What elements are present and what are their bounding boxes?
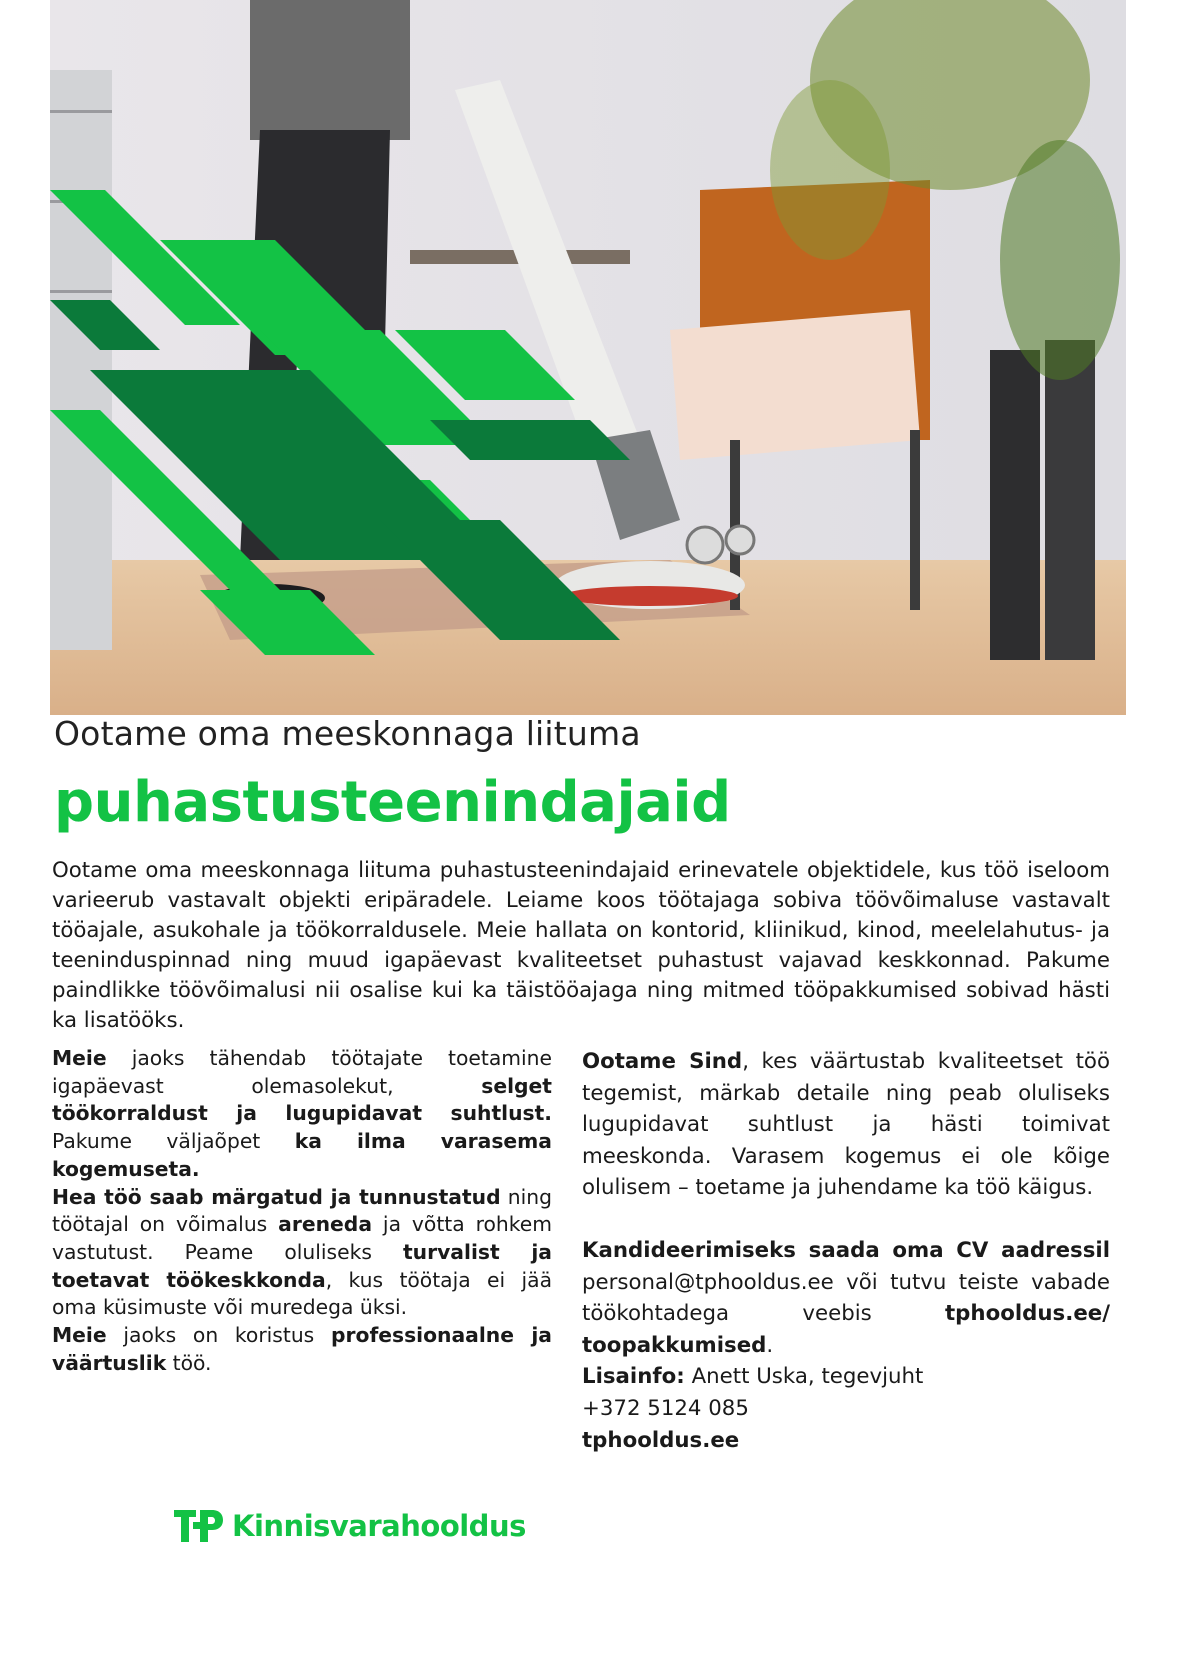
left-paragraph-1 xyxy=(52,1045,552,1184)
emphasis: professionaalne ja väärtuslik xyxy=(52,1323,552,1375)
text: , kus töötaja ei jää oma küsimuste või muredega üksi. xyxy=(52,1267,553,1320)
left-column xyxy=(52,1045,552,1377)
text: . xyxy=(766,1332,774,1358)
hero-illustration xyxy=(50,0,1126,715)
right-column xyxy=(582,1046,1110,1456)
emphasis: Ootame Sind xyxy=(582,1049,743,1074)
email-link[interactable]: personal@tphooldus.ee xyxy=(582,1269,834,1295)
header-subtitle: Ootame oma meeskonnaga liituma xyxy=(54,714,641,753)
right-paragraph-1 xyxy=(582,1046,1110,1204)
text: Pakume väljaõpet xyxy=(52,1129,295,1154)
jobs-link[interactable]: tphooldus.ee/ toopakkumised xyxy=(582,1301,1110,1358)
contact-info xyxy=(582,1361,1110,1393)
text: ning töötajal on võimalus xyxy=(52,1184,552,1237)
emphasis: areneda xyxy=(278,1212,373,1237)
intro-paragraph: Ootame oma meeskonnaga liituma puhastusteenindajaid erinevatele objektidele, kus töö iseloom varieerub vastavalt objekti eripäradele. Leiame koos töötajaga sobiva töövõimaluse vastavalt tööajale, asukohale ja töökorraldusele. Meie hallata on kontorid, kliinikud, kinod, meelelahutus- ja teeninduspinnad ning muud igapäevast kvaliteetset puhastust vajavad keskkonnad. Pakume paindlikke töövõimalusi nii osalise kui ka täistööajaga ning mitmed tööpakkumised sobivad hästi ka lisatööks. xyxy=(52,858,1110,1033)
emphasis: ka ilma varasema kogemuseta. xyxy=(52,1129,552,1181)
emphasis: Meie xyxy=(52,1323,107,1348)
text: ja võtta rohkem vastutust. Peame oluliseks xyxy=(52,1212,552,1264)
emphasis: Kandideerimiseks saada oma CV aadressil xyxy=(582,1237,1110,1263)
emphasis: Hea töö saab märgatud ja tunnustatud xyxy=(52,1184,501,1209)
apply-paragraph xyxy=(582,1267,1110,1362)
text: või tutvu teiste vabade töökohtadega veebis xyxy=(582,1269,1110,1327)
text: , kes väärtustab kvaliteetset töö tegemist, märkab detaile ning peab oluliseks lugupidavat suhtlust ja hästi toimivat meeskonda. Varasem kogemus ei ole kõige olulisem – toetame ja juhendame ka töö käigus. xyxy=(582,1049,1110,1201)
spacer xyxy=(582,1204,1110,1235)
left-paragraph-2 xyxy=(52,1184,552,1323)
text: jaoks tähendab töötajate toetamine igapäevast olemasolekut, xyxy=(52,1046,552,1098)
apply-heading xyxy=(582,1235,1110,1267)
tp-logo-icon xyxy=(172,1508,224,1544)
emphasis: turvalist ja toetavat töökeskkonda xyxy=(52,1239,552,1292)
emphasis: selget töökorraldust ja lugupidavat suhtlust. xyxy=(52,1073,552,1126)
left-paragraph-3 xyxy=(52,1322,552,1377)
logo-text: Kinnisvarahooldus xyxy=(232,1509,526,1543)
website-line xyxy=(582,1425,1110,1457)
hero-photo xyxy=(50,0,1126,715)
contact-person: Anett Uska, tegevjuht xyxy=(684,1364,924,1390)
text: töö. xyxy=(166,1350,212,1375)
page-title: puhastusteenindajaid xyxy=(54,770,731,835)
phone-number[interactable]: +372 5124 085 xyxy=(582,1395,749,1421)
website-link[interactable]: tphooldus.ee xyxy=(582,1427,740,1453)
text: jaoks on koristus xyxy=(106,1323,331,1348)
company-logo xyxy=(172,1508,526,1544)
info-label: Lisainfo: xyxy=(582,1364,685,1390)
emphasis: Meie xyxy=(52,1046,107,1070)
